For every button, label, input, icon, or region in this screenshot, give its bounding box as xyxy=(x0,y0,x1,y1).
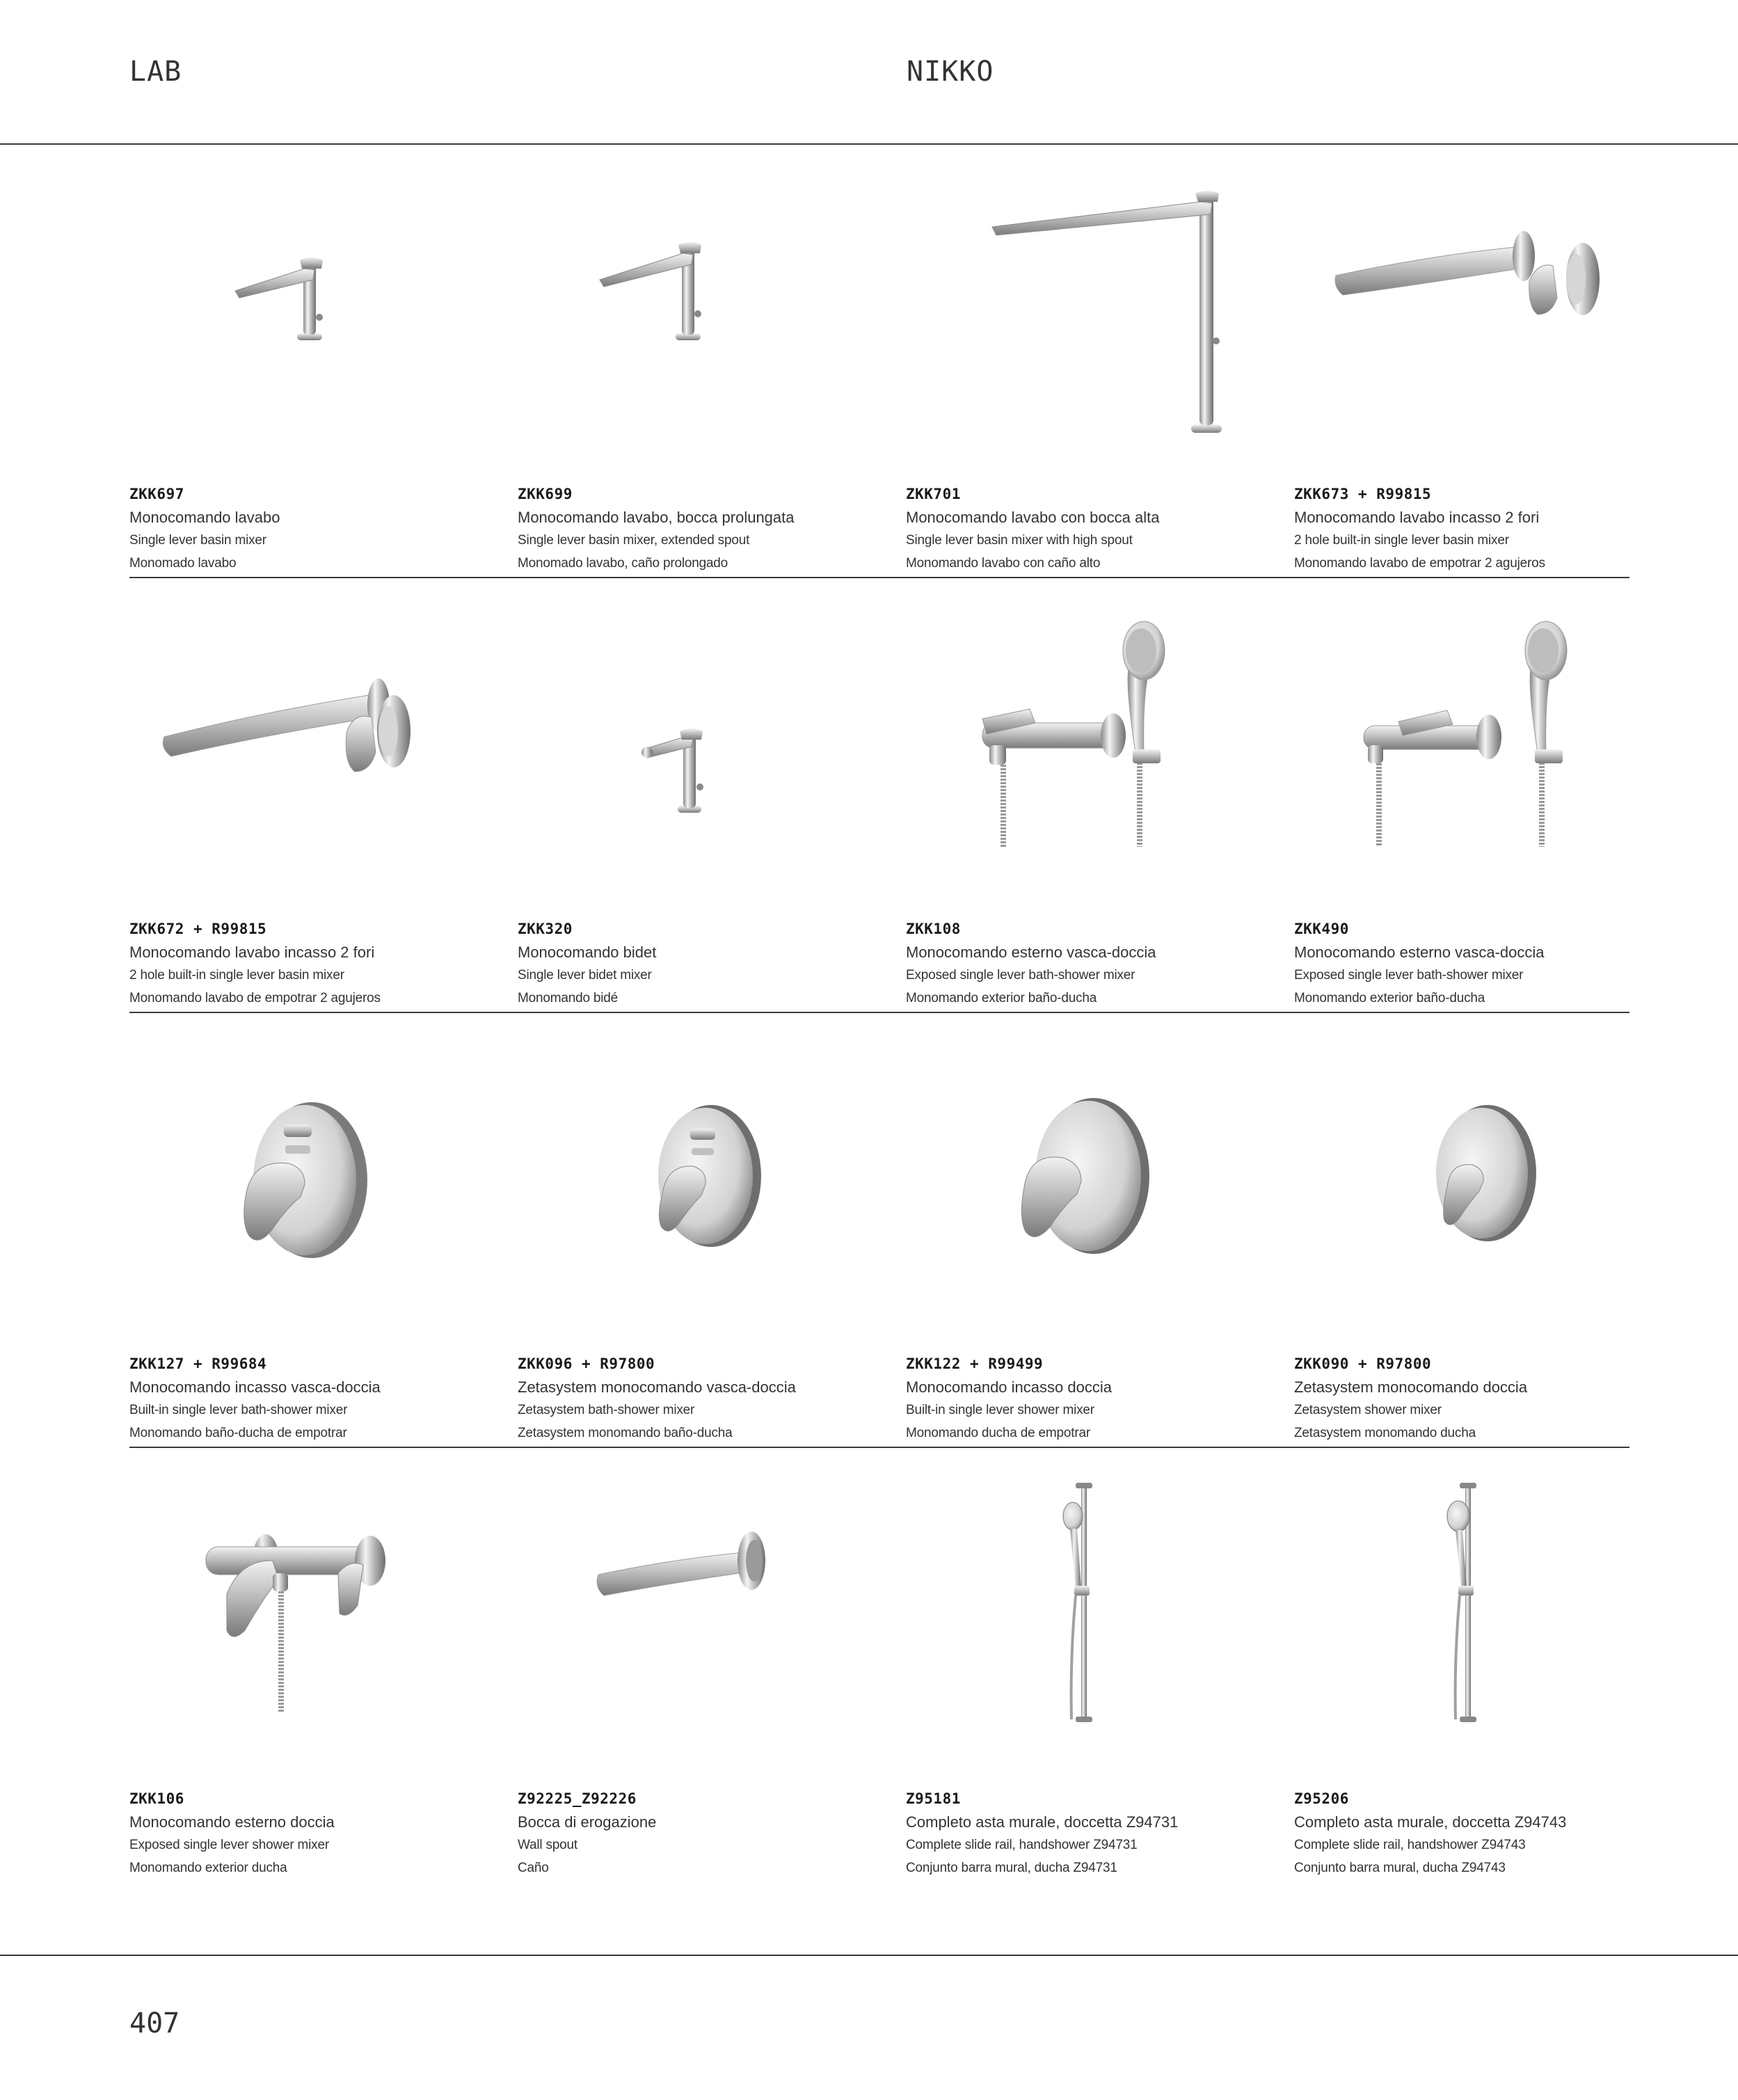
catalog-section-title: LAB xyxy=(129,56,182,88)
product-name-en: Complete slide rail, handshower Z94743 xyxy=(1294,1838,1526,1852)
wall-spout-icon xyxy=(518,1483,906,1761)
product-card[interactable] xyxy=(906,143,1294,578)
product-name-es: Monomando lavabo de empotrar 2 agujeros xyxy=(1294,556,1545,571)
product-code: ZKK699 xyxy=(518,486,573,502)
product-code: ZKK490 xyxy=(1294,921,1349,937)
product-name-en: Built-in single lever shower mixer xyxy=(906,1403,1094,1417)
product-name-en: Zetasystem shower mixer xyxy=(1294,1403,1442,1417)
bath-shower-mixer-icon xyxy=(906,613,1294,891)
product-card[interactable] xyxy=(518,1448,906,1883)
product-name-es: Monomado lavabo xyxy=(129,556,237,571)
product-card[interactable] xyxy=(518,143,906,578)
product-card[interactable] xyxy=(129,578,518,1013)
product-name-en: Single lever basin mixer xyxy=(129,533,266,548)
product-name-it: Monocomando lavabo xyxy=(129,509,280,526)
collection-title: NIKKO xyxy=(907,56,994,88)
product-code: ZKK673 + R99815 xyxy=(1294,486,1432,502)
product-card[interactable] xyxy=(129,143,518,578)
product-row xyxy=(129,1448,1629,1883)
product-code: Z95206 xyxy=(1294,1790,1349,1807)
product-code: ZKK672 + R99815 xyxy=(129,921,267,937)
product-name-it: Zetasystem monocomando doccia xyxy=(1294,1378,1528,1396)
product-name-en: Single lever bidet mixer xyxy=(518,968,652,983)
bath-shower-mixer-icon xyxy=(1294,613,1682,891)
product-name-it: Completo asta murale, doccetta Z94731 xyxy=(906,1813,1179,1831)
product-name-es: Monomando lavabo de empotrar 2 agujeros xyxy=(129,991,381,1005)
builtin-shower-mixer-icon xyxy=(1294,1048,1682,1326)
product-name-es: Monomando exterior baño-ducha xyxy=(906,991,1097,1005)
slide-rail-icon xyxy=(1294,1483,1682,1761)
product-row xyxy=(129,1013,1629,1448)
tall-basin-mixer-icon xyxy=(906,178,1294,456)
slide-rail-icon xyxy=(906,1483,1294,1761)
product-name-es: Monomando exterior ducha xyxy=(129,1861,287,1875)
product-name-es: Monomando bidé xyxy=(518,991,619,1005)
bidet-mixer-icon xyxy=(518,613,906,891)
builtin-diverter-mixer-icon xyxy=(518,1048,906,1326)
product-code: Z95181 xyxy=(906,1790,961,1807)
product-name-es: Monomado lavabo, caño prolongado xyxy=(518,556,728,571)
product-code: ZKK108 xyxy=(906,921,961,937)
product-name-es: Zetasystem monomando baño-ducha xyxy=(518,1426,733,1440)
product-code: Z92225_Z92226 xyxy=(518,1790,637,1807)
product-card[interactable] xyxy=(518,578,906,1013)
product-name-en: Exposed single lever shower mixer xyxy=(129,1838,329,1852)
wall-basin-mixer-icon xyxy=(1294,178,1682,456)
product-grid xyxy=(129,143,1629,1883)
product-card[interactable] xyxy=(129,1448,518,1883)
product-name-en: Single lever basin mixer with high spout xyxy=(906,533,1133,548)
product-name-en: Built-in single lever bath-shower mixer xyxy=(129,1403,348,1417)
product-name-it: Monocomando incasso doccia xyxy=(906,1378,1112,1396)
product-name-it: Monocomando lavabo con bocca alta xyxy=(906,509,1160,526)
product-name-en: Single lever basin mixer, extended spout xyxy=(518,533,750,548)
product-name-it: Zetasystem monocomando vasca-doccia xyxy=(518,1378,796,1396)
product-name-es: Monomando exterior baño-ducha xyxy=(1294,991,1485,1005)
product-name-it: Monocomando esterno doccia xyxy=(129,1813,335,1831)
product-card[interactable] xyxy=(129,1013,518,1448)
product-name-it: Completo asta murale, doccetta Z94743 xyxy=(1294,1813,1567,1831)
product-code: ZKK122 + R99499 xyxy=(906,1355,1044,1372)
builtin-diverter-mixer-icon xyxy=(129,1048,518,1326)
product-name-en: Exposed single lever bath-shower mixer xyxy=(1294,968,1524,983)
product-name-en: Wall spout xyxy=(518,1838,577,1852)
product-code: ZKK127 + R99684 xyxy=(129,1355,267,1372)
product-name-es: Monomando ducha de empotrar xyxy=(906,1426,1090,1440)
product-name-en: Exposed single lever bath-shower mixer xyxy=(906,968,1135,983)
product-card[interactable] xyxy=(906,1448,1294,1883)
product-name-es: Monomando baño-ducha de empotrar xyxy=(129,1426,347,1440)
product-code: ZKK701 xyxy=(906,486,961,502)
product-code: ZKK320 xyxy=(518,921,573,937)
product-name-it: Monocomando bidet xyxy=(518,944,657,961)
product-name-it: Monocomando esterno vasca-doccia xyxy=(906,944,1156,961)
product-name-es: Conjunto barra mural, ducha Z94731 xyxy=(906,1861,1117,1875)
product-code: ZKK106 xyxy=(129,1790,184,1807)
product-code: ZKK697 xyxy=(129,486,184,502)
product-card[interactable] xyxy=(906,1013,1294,1448)
basin-mixer-extended-icon xyxy=(518,178,906,456)
wall-basin-mixer-long-icon xyxy=(129,613,518,891)
product-name-it: Monocomando incasso vasca-doccia xyxy=(129,1378,381,1396)
product-card[interactable] xyxy=(906,578,1294,1013)
product-code: ZKK090 + R97800 xyxy=(1294,1355,1432,1372)
builtin-shower-mixer-icon xyxy=(906,1048,1294,1326)
page-number: 407 xyxy=(129,2007,180,2039)
bottom-divider xyxy=(0,1955,1738,1956)
exposed-shower-mixer-icon xyxy=(129,1483,518,1761)
product-name-en: 2 hole built-in single lever basin mixer xyxy=(129,968,344,983)
product-card[interactable] xyxy=(518,1013,906,1448)
product-card[interactable] xyxy=(1294,143,1682,578)
product-row xyxy=(129,143,1629,578)
product-name-en: Complete slide rail, handshower Z94731 xyxy=(906,1838,1138,1852)
product-card[interactable] xyxy=(1294,1013,1682,1448)
product-code: ZKK096 + R97800 xyxy=(518,1355,655,1372)
product-card[interactable] xyxy=(1294,1448,1682,1883)
product-name-es: Caño xyxy=(518,1861,549,1875)
product-name-en: 2 hole built-in single lever basin mixer xyxy=(1294,533,1509,548)
product-card[interactable] xyxy=(1294,578,1682,1013)
product-name-it: Monocomando esterno vasca-doccia xyxy=(1294,944,1545,961)
basin-mixer-icon xyxy=(129,178,518,456)
product-name-it: Monocomando lavabo incasso 2 fori xyxy=(129,944,375,961)
product-name-es: Monomando lavabo con caño alto xyxy=(906,556,1101,571)
product-name-en: Zetasystem bath-shower mixer xyxy=(518,1403,695,1417)
product-row xyxy=(129,578,1629,1013)
product-name-es: Conjunto barra mural, ducha Z94743 xyxy=(1294,1861,1506,1875)
product-name-es: Zetasystem monomando ducha xyxy=(1294,1426,1476,1440)
product-name-it: Bocca di erogazione xyxy=(518,1813,657,1831)
product-name-it: Monocomando lavabo incasso 2 fori xyxy=(1294,509,1540,526)
product-name-it: Monocomando lavabo, bocca prolungata xyxy=(518,509,795,526)
